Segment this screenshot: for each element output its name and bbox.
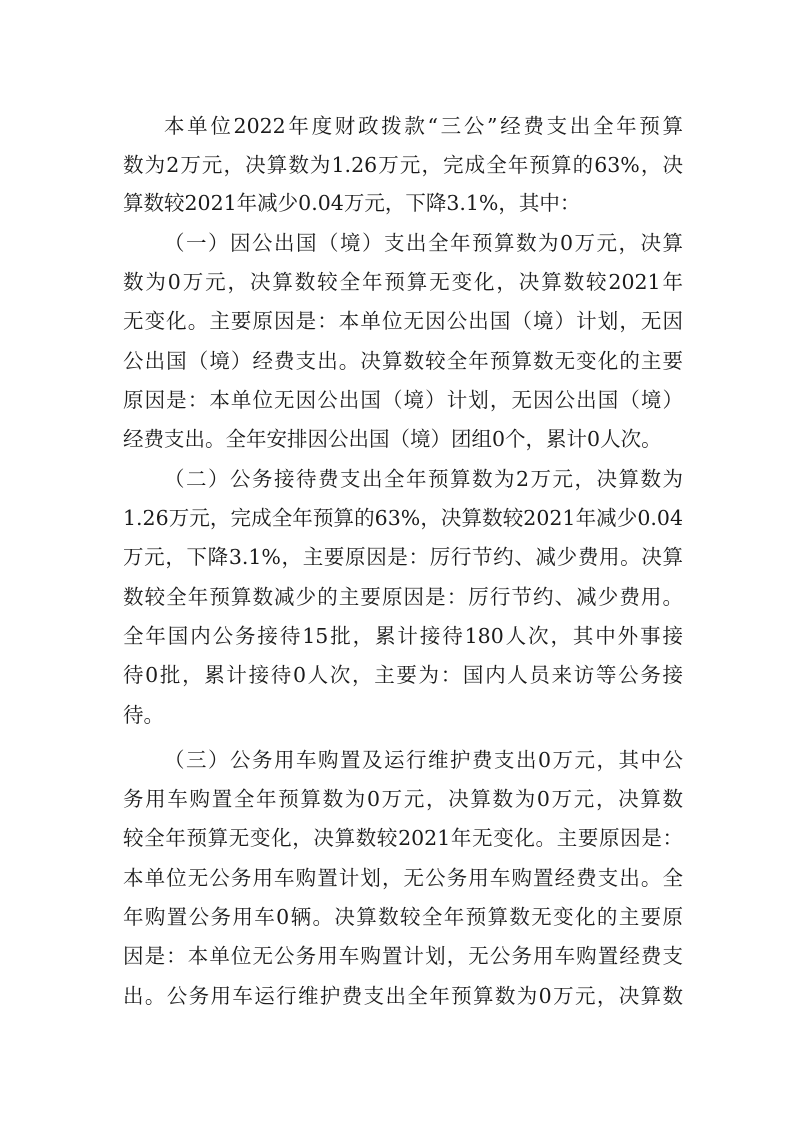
paragraph-section-3-line-7: 出。公务用车运行维护费支出全年预算数为0万元，决算数 <box>123 984 683 1008</box>
paragraph-section-3-line-3: 较全年预算无变化，决算数较2021年无变化。主要原因是： <box>123 826 683 850</box>
paragraph-intro-line-2: 数为2万元，决算数为1.26万元，完成全年预算的63%，决 <box>123 153 683 177</box>
paragraph-section-1-line-6: 经费支出。全年安排因公出国（境）团组0个，累计0人次。 <box>123 427 662 451</box>
paragraph-section-2-line-2: 1.26万元，完成全年预算的63%，决算数较2021年减少0.04 <box>123 506 683 530</box>
paragraph-section-3-line-1: （三）公务用车购置及运行维护费支出0万元，其中公 <box>164 748 683 772</box>
paragraph-section-2-line-6: 待0批，累计接待0人次，主要为：国内人员来访等公务接 <box>123 663 683 687</box>
paragraph-section-2-line-4: 数较全年预算数减少的主要原因是：厉行节约、减少费用。 <box>123 585 683 609</box>
paragraph-section-2-line-7: 待。 <box>123 703 164 727</box>
paragraph-intro-line-3: 算数较2021年减少0.04万元，下降3.1%，其中： <box>123 191 581 215</box>
paragraph-section-3-line-4: 本单位无公务用车购置计划，无公务用车购置经费支出。全 <box>123 866 683 890</box>
paragraph-section-1-line-1: （一）因公出国（境）支出全年预算数为0万元，决算 <box>164 231 683 255</box>
paragraph-section-1-line-4: 公出国（境）经费支出。决算数较全年预算数无变化的主要 <box>123 349 683 373</box>
paragraph-section-3-line-5: 年购置公务用车0辆。决算数较全年预算数无变化的主要原 <box>123 905 683 929</box>
paragraph-intro-line-1: 本单位2022年度财政拨款“三公”经费支出全年预算 <box>164 114 683 138</box>
paragraph-section-1-line-2: 数为0万元，决算数较全年预算无变化，决算数较2021年 <box>123 270 683 294</box>
paragraph-section-1-line-5: 原因是：本单位无因公出国（境）计划，无因公出国（境） <box>123 388 683 412</box>
paragraph-section-2-line-5: 全年国内公务接待15批，累计接待180人次，其中外事接 <box>123 624 683 648</box>
paragraph-section-2-line-1: （二）公务接待费支出全年预算数为2万元，决算数为 <box>164 467 683 491</box>
paragraph-section-3-line-6: 因是：本单位无公务用车购置计划，无公务用车购置经费支 <box>123 944 683 968</box>
paragraph-section-2-line-3: 万元，下降3.1%，主要原因是：厉行节约、减少费用。决算 <box>123 545 683 569</box>
paragraph-section-3-line-2: 务用车购置全年预算数为0万元，决算数为0万元，决算数 <box>123 787 683 811</box>
paragraph-section-1-line-3: 无变化。主要原因是：本单位无因公出国（境）计划，无因 <box>123 309 683 333</box>
